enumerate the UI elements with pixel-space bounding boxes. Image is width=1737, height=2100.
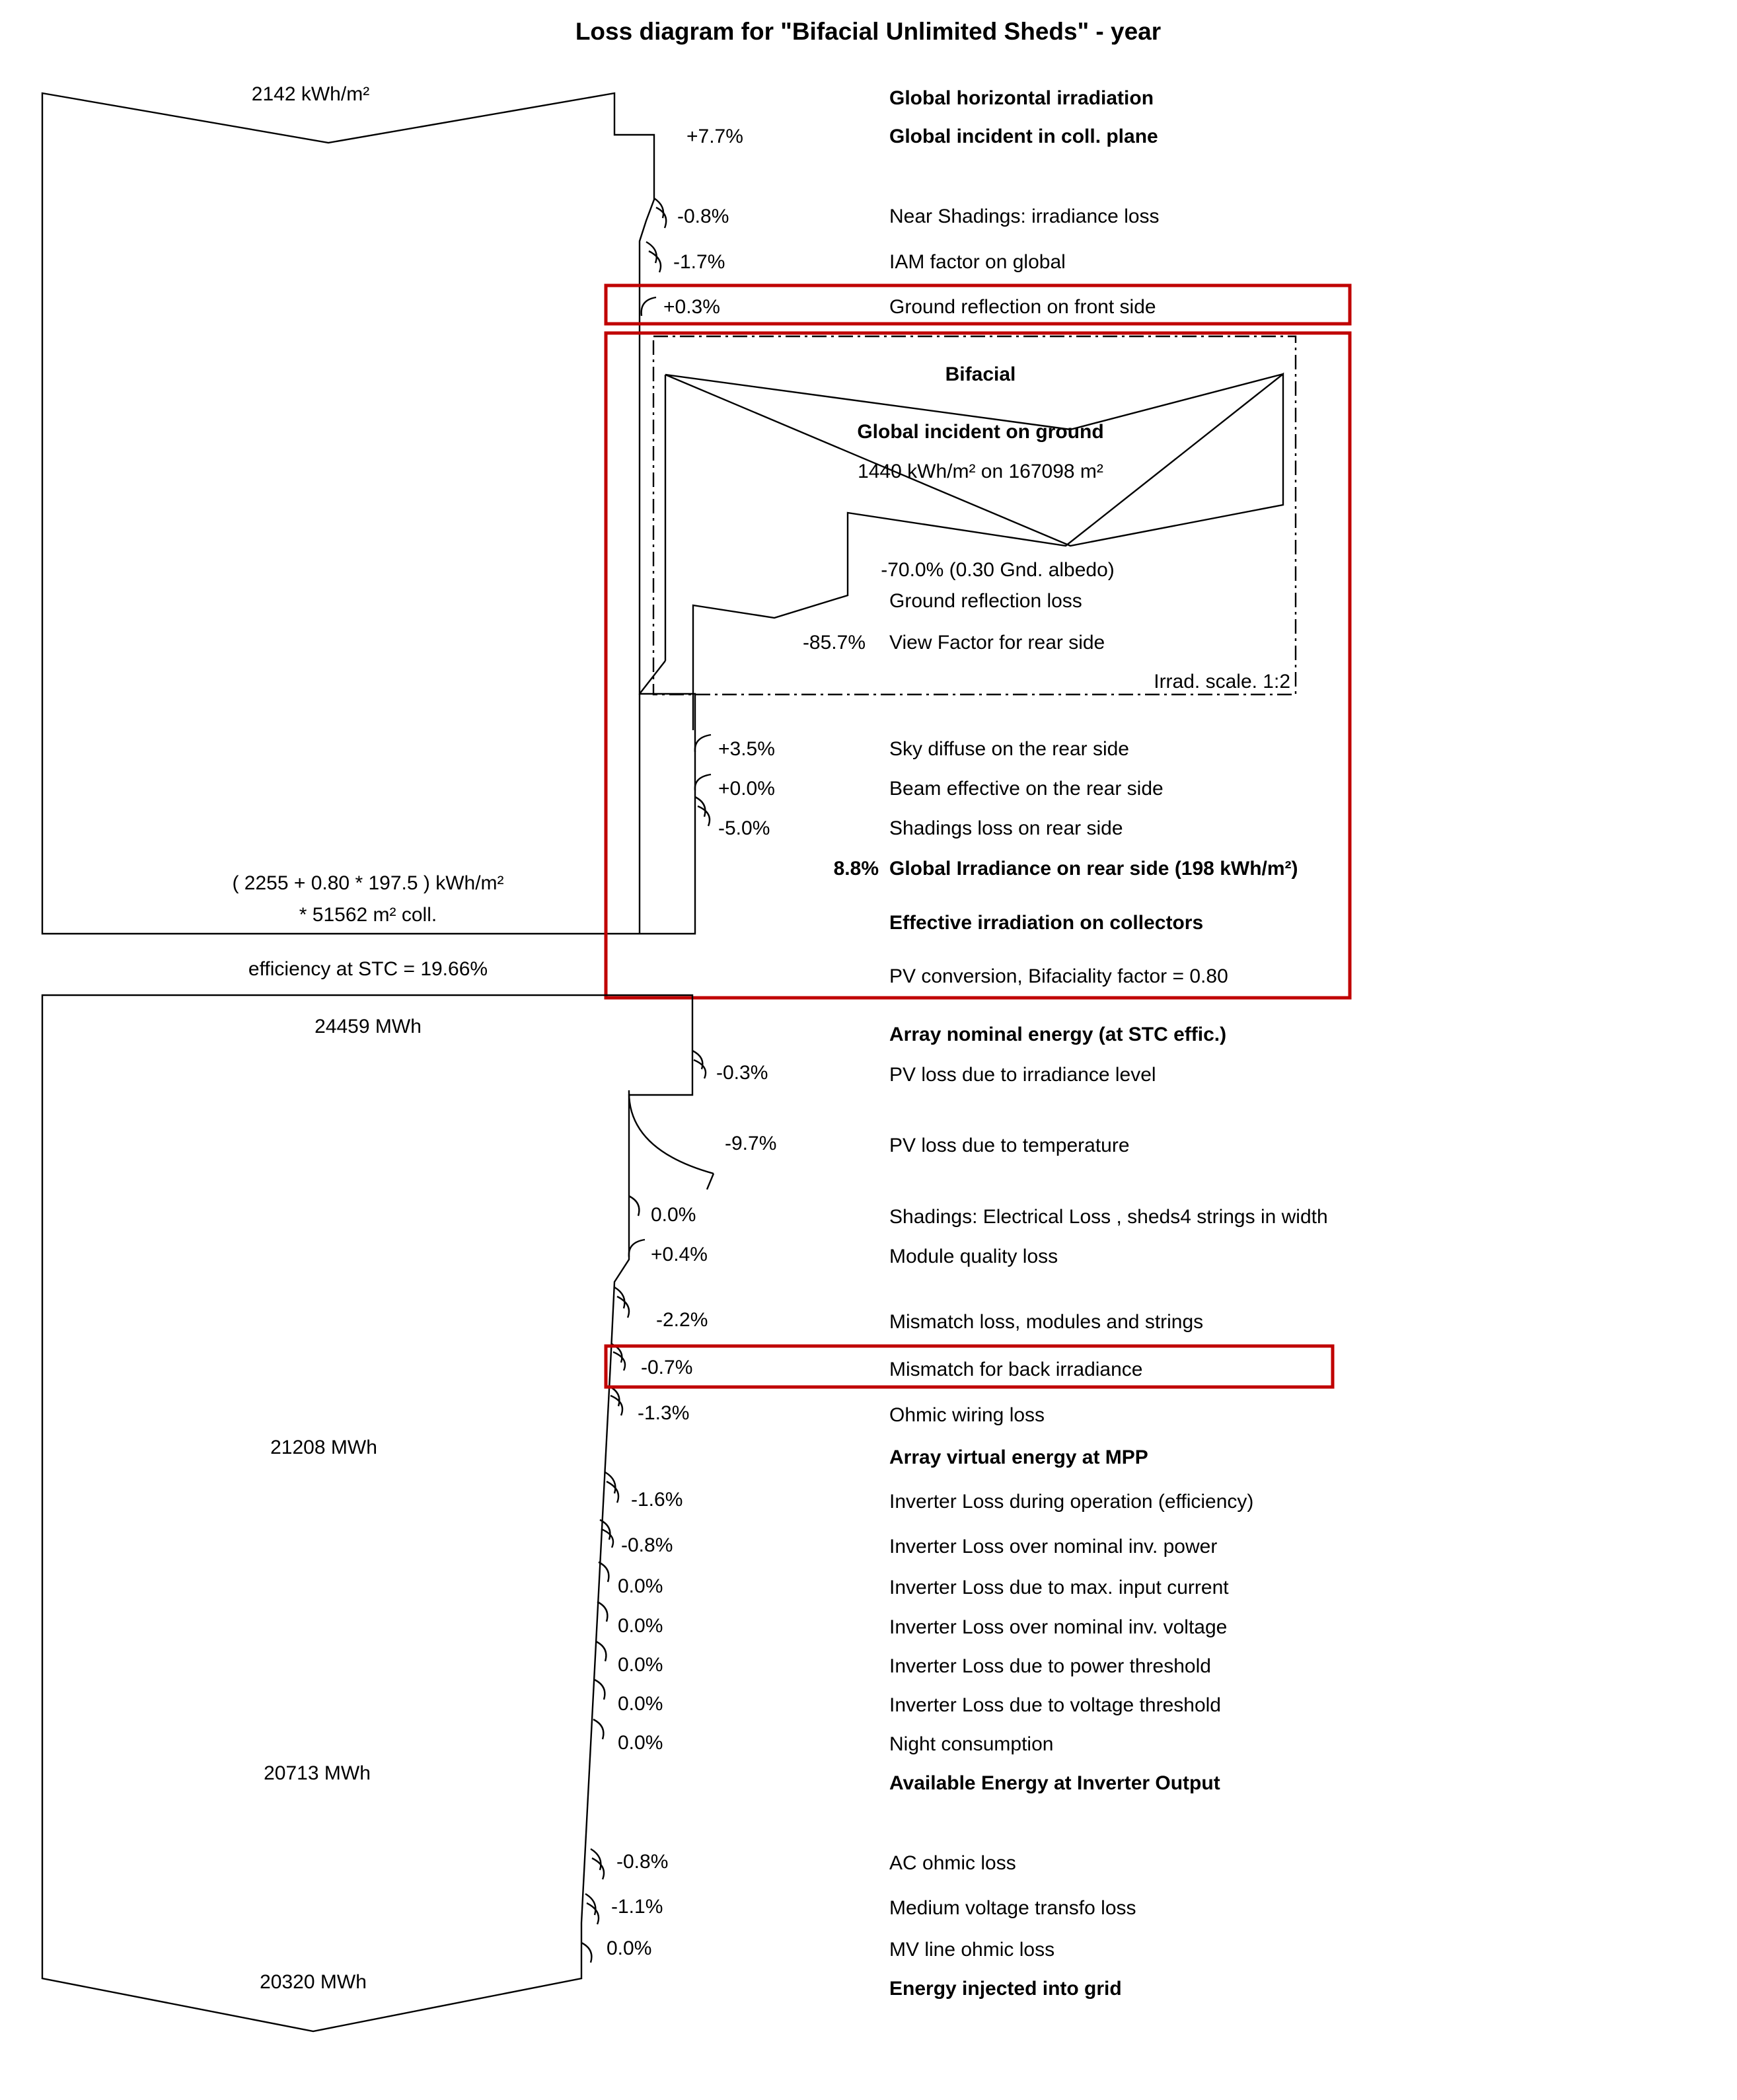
rear-shadings-loss-arrow <box>695 797 710 826</box>
front-reflection-gain-arrow <box>642 297 656 316</box>
pct-module-quality: +0.4% <box>651 1244 708 1265</box>
label-electrical-shading: Shadings: Electrical Loss , sheds4 strings in width <box>889 1206 1328 1228</box>
pct-inverter-voltage: 0.0% <box>618 1615 663 1637</box>
ac-ohmic-arrow <box>591 1849 604 1879</box>
iam-loss-arrow <box>646 242 661 272</box>
pct-mv-transfo: -1.1% <box>611 1896 663 1918</box>
energy-flow-outline <box>42 995 692 2031</box>
pct-front-reflection: +0.3% <box>663 296 720 318</box>
ground-incident-title: Global incident on ground <box>857 421 1104 443</box>
irradiance-scale: Irrad. scale. 1:2 <box>1154 671 1290 693</box>
label-rear-irradiance: Global Irradiance on rear side (198 kWh/m²) <box>889 858 1298 880</box>
label-pv-conversion: PV conversion, Bifaciality factor = 0.80 <box>889 965 1228 987</box>
pct-night-consumption: 0.0% <box>618 1732 663 1754</box>
label-available-energy: Available Energy at Inverter Output <box>889 1772 1220 1794</box>
sky-diffuse-gain-arrow <box>695 735 711 752</box>
label-night-consumption: Night consumption <box>889 1733 1054 1755</box>
view-factor-label: View Factor for rear side <box>889 632 1105 654</box>
mismatch-loss-arrow <box>614 1287 629 1318</box>
pct-inverter-efficiency: -1.6% <box>631 1489 683 1511</box>
label-ac-ohmic: AC ohmic loss <box>889 1852 1016 1874</box>
label-mismatch: Mismatch loss, modules and strings <box>889 1311 1204 1333</box>
pct-back-mismatch: -0.7% <box>641 1357 693 1378</box>
view-factor-pct: -85.7% <box>802 632 866 654</box>
pct-mismatch: -2.2% <box>656 1309 708 1331</box>
pct-iam: -1.7% <box>673 251 725 273</box>
pct-sky-diffuse: +3.5% <box>718 738 775 760</box>
inverter-voltage-arrow <box>597 1602 607 1622</box>
pct-beam-rear: +0.0% <box>718 778 775 800</box>
formula-line-2: * 51562 m² coll. <box>299 904 437 926</box>
label-module-quality: Module quality loss <box>889 1246 1058 1267</box>
rear-side-arrows <box>695 735 711 826</box>
back-mismatch-arrow <box>612 1344 625 1370</box>
pct-power-threshold: 0.0% <box>618 1654 663 1676</box>
label-array-nominal: Array nominal energy (at STC effic.) <box>889 1024 1227 1045</box>
array-virtual-energy-value: 21208 MWh <box>270 1437 377 1458</box>
night-consumption-arrow <box>593 1719 603 1739</box>
ground-reflection-loss-label: Ground reflection loss <box>889 590 1082 612</box>
near-shadings-loss-arrow <box>654 198 666 228</box>
ghi-value: 2142 kWh/m² <box>251 83 370 105</box>
label-irradiance-level: PV loss due to irradiance level <box>889 1064 1156 1086</box>
irradiance-flow-outline <box>42 93 695 934</box>
pct-rear-irradiance: 8.8% <box>833 858 879 880</box>
label-effective-irradiation: Effective irradiation on collectors <box>889 912 1204 934</box>
label-inverter-current: Inverter Loss due to max. input current <box>889 1577 1229 1598</box>
label-rear-shadings: Shadings loss on rear side <box>889 817 1123 839</box>
ground-albedo-pct: -70.0% (0.30 Gnd. albedo) <box>881 559 1115 581</box>
label-inverter-efficiency: Inverter Loss during operation (efficiency) <box>889 1491 1254 1513</box>
beam-rear-gain-arrow <box>695 774 711 790</box>
pct-inverter-current: 0.0% <box>618 1575 663 1597</box>
rear-flow-connector <box>640 661 665 694</box>
pct-inverter-power: -0.8% <box>621 1534 673 1556</box>
label-mv-line: MV line ohmic loss <box>889 1939 1055 1961</box>
pct-ohmic-wiring: -1.3% <box>638 1402 690 1424</box>
pct-temperature: -9.7% <box>725 1133 777 1154</box>
electrical-shading-arrow <box>629 1196 639 1216</box>
temperature-loss-arc <box>629 1090 714 1174</box>
label-mv-transfo: Medium voltage transfo loss <box>889 1897 1136 1919</box>
diagram-title: Loss diagram for "Bifacial Unlimited Sheds" - year <box>575 18 1162 45</box>
label-array-virtual: Array virtual energy at MPP <box>889 1446 1148 1468</box>
label-iam: IAM factor on global <box>889 251 1066 273</box>
label-sky-diffuse: Sky diffuse on the rear side <box>889 738 1129 760</box>
voltage-threshold-arrow <box>595 1680 605 1700</box>
label-global-horizontal: Global horizontal irradiation <box>889 87 1154 109</box>
available-energy-value: 20713 MWh <box>264 1762 371 1784</box>
pct-mv-line: 0.0% <box>607 1937 652 1959</box>
pct-irradiance-level: -0.3% <box>716 1062 768 1084</box>
array-nominal-energy-value: 24459 MWh <box>314 1016 422 1037</box>
efficiency-stc: efficiency at STC = 19.66% <box>248 958 488 980</box>
pct-near-shadings: -0.8% <box>677 206 729 227</box>
pct-coll-plane: +7.7% <box>686 126 743 147</box>
temperature-loss-tick <box>707 1174 714 1189</box>
inverter-efficiency-arrow <box>605 1472 618 1503</box>
label-voltage-threshold: Inverter Loss due to voltage threshold <box>889 1694 1221 1716</box>
module-quality-gain-arrow <box>629 1240 645 1257</box>
label-energy-injected: Energy injected into grid <box>889 1978 1122 2000</box>
label-inverter-voltage: Inverter Loss over nominal inv. voltage <box>889 1616 1228 1638</box>
irradiance-loss-arrows <box>642 198 667 316</box>
mv-line-arrow <box>581 1943 591 1963</box>
injected-energy-value: 20320 MWh <box>260 1971 367 1993</box>
pct-voltage-threshold: 0.0% <box>618 1693 663 1715</box>
label-ohmic-wiring: Ohmic wiring loss <box>889 1404 1045 1426</box>
label-beam-rear: Beam effective on the rear side <box>889 778 1164 800</box>
label-inverter-power: Inverter Loss over nominal inv. power <box>889 1536 1218 1557</box>
label-temperature: PV loss due to temperature <box>889 1135 1130 1156</box>
label-back-mismatch: Mismatch for back irradiance <box>889 1359 1143 1380</box>
ohmic-wiring-arrow <box>609 1386 622 1415</box>
pct-electrical-shading: 0.0% <box>651 1204 696 1226</box>
label-front-reflection: Ground reflection on front side <box>889 296 1156 318</box>
mv-transfo-arrow <box>585 1894 599 1924</box>
label-power-threshold: Inverter Loss due to power threshold <box>889 1655 1211 1677</box>
pct-ac-ohmic: -0.8% <box>616 1851 669 1873</box>
power-threshold-arrow <box>596 1641 606 1661</box>
label-global-incident: Global incident in coll. plane <box>889 126 1158 147</box>
formula-line-1: ( 2255 + 0.80 * 197.5 ) kWh/m² <box>232 872 504 894</box>
label-near-shadings: Near Shadings: irradiance loss <box>889 206 1160 227</box>
ground-incident-value: 1440 kWh/m² on 167098 m² <box>858 461 1103 482</box>
pct-rear-shadings: -5.0% <box>718 817 770 839</box>
bifacial-title: Bifacial <box>945 363 1016 385</box>
irradiance-level-loss-arrow <box>692 1051 706 1078</box>
